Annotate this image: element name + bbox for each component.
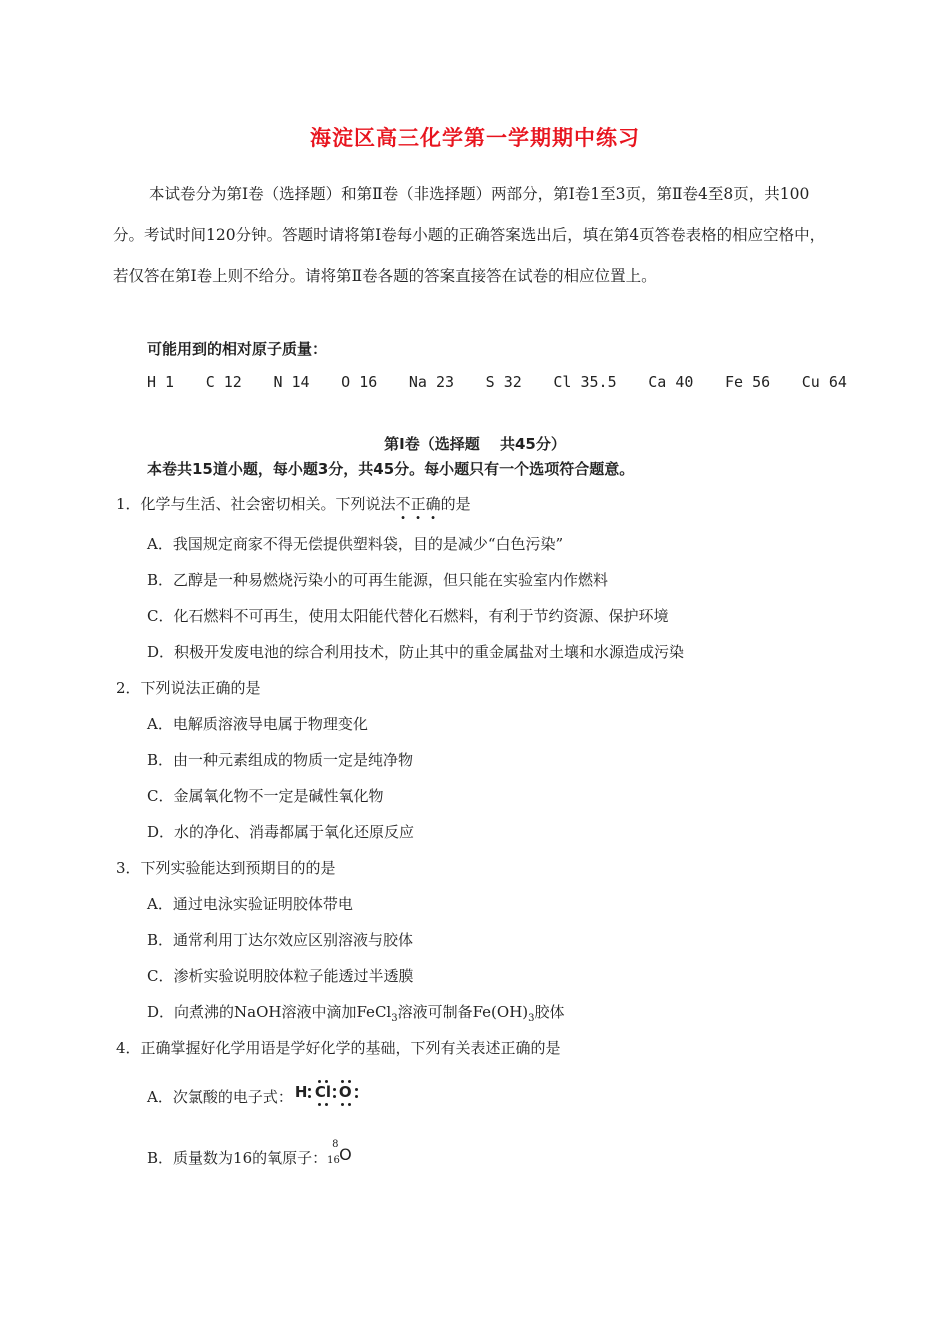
question-1-option-d: D．积极开发废电池的综合利用技术，防止其中的重金属盐对土壤和水源造成污染 bbox=[147, 643, 685, 661]
question-2-option-a: A．电解质溶液导电属于物理变化 bbox=[147, 715, 368, 733]
atomic-mass-item: C 12 bbox=[205, 373, 242, 391]
option-text: B．质量数为16的氧原子： bbox=[147, 1149, 328, 1167]
subscript: 3 bbox=[528, 1013, 535, 1024]
atomic-mass-item: Cl 35.5 bbox=[553, 373, 617, 391]
atomic-mass-item: O 16 bbox=[341, 373, 378, 391]
question-1-option-c: C．化石燃料不可再生，使用太阳能代替化石燃料，有利于节约资源、保护环境 bbox=[147, 607, 669, 625]
atom-symbol: H bbox=[294, 1083, 308, 1101]
section-instructions: 本卷共15道小题，每小题3分，共45分。每小题只有一个选项符合题意。 bbox=[147, 460, 635, 478]
question-2-option-b: B．由一种元素组成的物质一定是纯净物 bbox=[147, 751, 414, 769]
atomic-mass-item: H 1 bbox=[147, 373, 175, 391]
question-2-stem: 2．下列说法正确的是 bbox=[116, 679, 261, 697]
section-title: 第Ⅰ卷（选择题 共45分） bbox=[384, 435, 566, 453]
atomic-mass-item: N 14 bbox=[273, 373, 310, 391]
question-3-option-d bbox=[147, 1001, 565, 1024]
intro-paragraph: 本试卷分为第Ⅰ卷（选择题）和第Ⅱ卷（非选择题）两部分，第Ⅰ卷1至3页，第Ⅱ卷4至8页，共100分。考试时间120分钟。答题时请将第Ⅰ卷每小题的正确答案选出后，填在第4页答卷表格的相应空格中，若仅答在第Ⅰ卷上则不给分。请将第Ⅱ卷各题的答案直接答在试卷的相应位置上。 bbox=[113, 185, 826, 285]
emphasized-text: 不正确 bbox=[395, 495, 441, 513]
electron-formula bbox=[295, 1083, 365, 1105]
atomic-mass-item: Fe 56 bbox=[725, 373, 771, 391]
question-4-option-b bbox=[147, 1139, 357, 1168]
question-1-option-a: A．我国规定商家不得无偿提供塑料袋，目的是减少“白色污染” bbox=[147, 535, 564, 553]
option-text: 胶体 bbox=[534, 1003, 565, 1021]
isotope-notation bbox=[327, 1139, 357, 1167]
question-4-stem: 4．正确掌握好化学用语是学好化学的基础，下列有关表述正确的是 bbox=[116, 1039, 561, 1057]
question-3-option-c: C．渗析实验说明胶体粒子能透过半透膜 bbox=[147, 967, 414, 985]
option-text: 溶液可制备Fe(OH) bbox=[397, 1003, 529, 1021]
atomic-mass-item: Na 23 bbox=[408, 373, 455, 391]
question-3-option-b: B．通常利用丁达尔效应区别溶液与胶体 bbox=[147, 931, 414, 949]
question-3-stem: 3．下列实验能达到预期目的的是 bbox=[116, 859, 336, 877]
page-title: 海淀区高三化学第一学期期中练习 bbox=[310, 126, 640, 150]
question-3-option-a: A．通过电泳实验证明胶体带电 bbox=[147, 895, 353, 913]
question-text: 的是 bbox=[440, 495, 471, 513]
subscript: 3 bbox=[391, 1013, 398, 1024]
atomic-mass-heading: 可能用到的相对原子质量： bbox=[147, 340, 328, 358]
mass-number: 16 bbox=[327, 1155, 340, 1166]
atomic-mass-item: Ca 40 bbox=[648, 373, 694, 391]
option-text: D．向煮沸的NaOH溶液中滴加FeCl bbox=[147, 1003, 392, 1021]
question-4-option-a bbox=[147, 1083, 365, 1107]
atom-symbol: Cl bbox=[314, 1083, 331, 1101]
atomic-mass-item: S 32 bbox=[485, 373, 522, 391]
option-text: A．次氯酸的电子式： bbox=[147, 1088, 293, 1106]
question-2-option-c: C．金属氧化物不一定是碱性氧化物 bbox=[147, 787, 384, 805]
atomic-number: 8 bbox=[332, 1139, 339, 1150]
question-2-option-d: D．水的净化、消毒都属于氧化还原反应 bbox=[147, 823, 415, 841]
question-text: 1．化学与生活、社会密切相关。下列说法 bbox=[116, 495, 396, 513]
atomic-mass-item: Cu 64 bbox=[801, 373, 847, 391]
element-symbol: O bbox=[339, 1145, 352, 1164]
question-1-stem bbox=[116, 493, 471, 514]
atom-symbol: O bbox=[338, 1083, 352, 1101]
question-1-option-b: B．乙醇是一种易燃烧污染小的可再生能源，但只能在实验室内作燃料 bbox=[147, 571, 609, 589]
atomic-mass-list bbox=[147, 373, 847, 391]
